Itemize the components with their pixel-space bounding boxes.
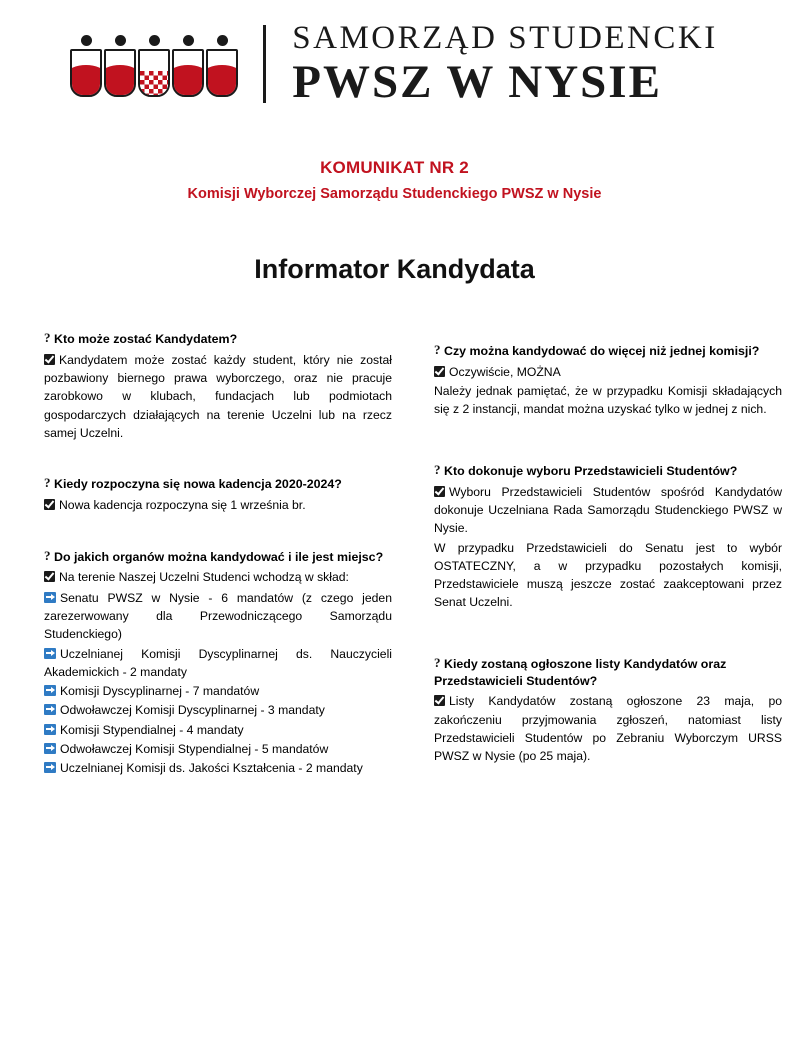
komunikat-subtitle: Komisji Wyborczej Samorządu Studenckiego PWSZ w Nysie — [187, 186, 602, 202]
logo-header — [0, 0, 789, 106]
checkbox-icon — [434, 366, 445, 377]
question-mark-icon — [434, 655, 443, 672]
answer-body — [434, 692, 782, 765]
logo-divider — [263, 25, 266, 103]
crest-shield-icon — [70, 49, 102, 97]
answer-body — [44, 351, 392, 442]
list-item — [44, 645, 392, 682]
list-item-text: Komisji Dyscyplinarnej - 7 mandatów — [60, 684, 260, 699]
answer-body — [434, 483, 782, 612]
question-mark-icon — [44, 330, 53, 347]
answer-text: Listy Kandydatów zostaną ogłoszone 23 maja, po zakończeniu przyjmowania zgłoszeń, natomiast listy Przedstawicieli Studentów po Zebraniu Wyborczym URSS PWSZ w Nysie (po 25 maja). — [434, 694, 782, 764]
question-heading — [44, 476, 392, 493]
list-item — [44, 759, 392, 777]
svg-text:?: ? — [44, 476, 51, 490]
arrow-icon — [44, 592, 56, 603]
crest-dot-icon — [115, 35, 126, 46]
answer-text: Na terenie Naszej Uczelni Studenci wchodzą w skład: — [59, 570, 349, 585]
logo-wordmark — [292, 22, 717, 106]
svg-text:?: ? — [44, 331, 51, 344]
qa-block — [44, 549, 392, 778]
crest-dot-icon — [81, 35, 92, 46]
list-item — [44, 682, 392, 700]
right-column — [434, 331, 782, 804]
answer-body — [44, 496, 392, 514]
answer-extra: Należy jednak pamiętać, że w przypadku Komisji składających się z 2 instancji, mandat można uzyskać tylko w jednej z nich. — [434, 384, 782, 417]
question-heading — [434, 343, 782, 360]
page-title: Informator Kandydata — [254, 254, 535, 284]
question-text: Do jakich organów można kandydować i ile jest miejsc? — [54, 549, 384, 564]
answer-text: Wyboru Przedstawicieli Studentów spośród Kandydatów dokonuje Uczelniana Rada Samorządu Studenckiego PWSZ w Nysie. — [434, 484, 782, 536]
crest-shield-checker-icon — [138, 49, 170, 97]
list-item-text: Senatu PWSZ w Nysie - 6 mandatów (z czego jeden zarezerwowany dla Przewodniczącego Samorządu Studenckiego) — [44, 590, 392, 642]
list-item — [44, 701, 392, 719]
answer-extra: W przypadku Przedstawicieli do Senatu jest to wybór OSTATECZNY, a w przypadku pozostałych komisji, Przedstawiciele muszą jeszcze zostać zaakceptowani przez Senat Uczelni. — [434, 540, 782, 610]
crest-dot-icon — [149, 35, 160, 46]
question-heading — [44, 331, 392, 348]
question-text: Czy można kandydować do więcej niż jednej komisji? — [444, 344, 760, 358]
checkbox-icon — [434, 695, 445, 706]
pwsz-nysa-crest-icon — [71, 31, 237, 97]
crest-dot-icon — [183, 35, 194, 46]
answer-body — [44, 568, 392, 586]
list-item — [44, 721, 392, 739]
checkbox-icon — [44, 571, 55, 582]
crest-shield-icon — [206, 49, 238, 97]
crest-shield-icon — [104, 49, 136, 97]
arrow-icon — [44, 724, 56, 735]
checkbox-icon — [44, 354, 55, 365]
answer-text: Kandydatem może zostać każdy student, który nie został pozbawiony biernego prawa wyborczego, oraz nie pracuje zarobkowo w klubach, fundacjach lub podmiotach gospodarczych działających na terenie Uczelni lub na rzecz samej Uczelni. — [44, 352, 392, 441]
qa-block — [434, 343, 782, 419]
komunikat-title: KOMUNIKAT NR 2 — [320, 158, 469, 177]
arrow-icon — [44, 762, 56, 773]
list-item — [44, 740, 392, 758]
list-item-text: Uczelnianej Komisji Dyscyplinarnej ds. Nauczycieli Akademickich - 2 mandaty — [44, 646, 392, 679]
question-text: Kiedy zostaną ogłoszone listy Kandydatów oraz Przedstawicieli Studentów? — [434, 656, 727, 688]
question-heading — [434, 656, 782, 690]
qa-block — [434, 463, 782, 612]
list-item-text: Komisji Stypendialnej - 4 mandaty — [60, 722, 244, 737]
arrow-icon — [44, 743, 56, 754]
question-mark-icon — [44, 475, 53, 492]
checkbox-icon — [44, 499, 55, 510]
question-mark-icon — [44, 548, 53, 565]
crest-shield-icon — [172, 49, 204, 97]
svg-text:?: ? — [434, 343, 441, 356]
left-column — [44, 331, 392, 804]
question-text: Kto może zostać Kandydatem? — [54, 332, 238, 346]
komunikat-heading — [0, 158, 789, 202]
list-item-text: Odwoławczej Komisji Stypendialnej - 5 mandatów — [60, 742, 329, 757]
svg-text:?: ? — [434, 462, 441, 476]
answer-text: Nowa kadencja rozpoczyna się 1 września br. — [59, 498, 306, 513]
question-heading — [434, 463, 782, 480]
arrow-icon — [44, 648, 56, 659]
list-item-text: Odwoławczej Komisji Dyscyplinarnej - 3 mandaty — [60, 703, 325, 718]
question-text: Kto dokonuje wyboru Przedstawicieli Studentów? — [444, 463, 738, 478]
answer-body — [434, 363, 782, 419]
question-text: Kiedy rozpoczyna się nowa kadencja 2020-2024? — [54, 477, 342, 492]
qa-block — [434, 656, 782, 766]
logo-line-1: SAMORZĄD STUDENCKI — [292, 20, 718, 56]
qa-block — [44, 476, 392, 514]
question-mark-icon — [434, 342, 443, 359]
question-mark-icon — [434, 462, 443, 479]
list-item — [44, 589, 392, 644]
qa-block — [44, 331, 392, 442]
logo-line-2: PWSZ W NYSIE — [292, 56, 662, 108]
mandate-list — [44, 589, 392, 778]
arrow-icon — [44, 704, 56, 715]
answer-text: Oczywiście, MOŻNA — [449, 364, 561, 379]
svg-text:?: ? — [44, 548, 51, 562]
checkbox-icon — [434, 486, 445, 497]
content-columns — [0, 331, 789, 804]
crest-dot-icon — [217, 35, 228, 46]
question-heading — [44, 549, 392, 566]
list-item-text: Uczelnianej Komisji ds. Jakości Kształcenia - 2 mandaty — [60, 761, 363, 776]
svg-text:?: ? — [434, 655, 441, 669]
arrow-icon — [44, 685, 56, 696]
